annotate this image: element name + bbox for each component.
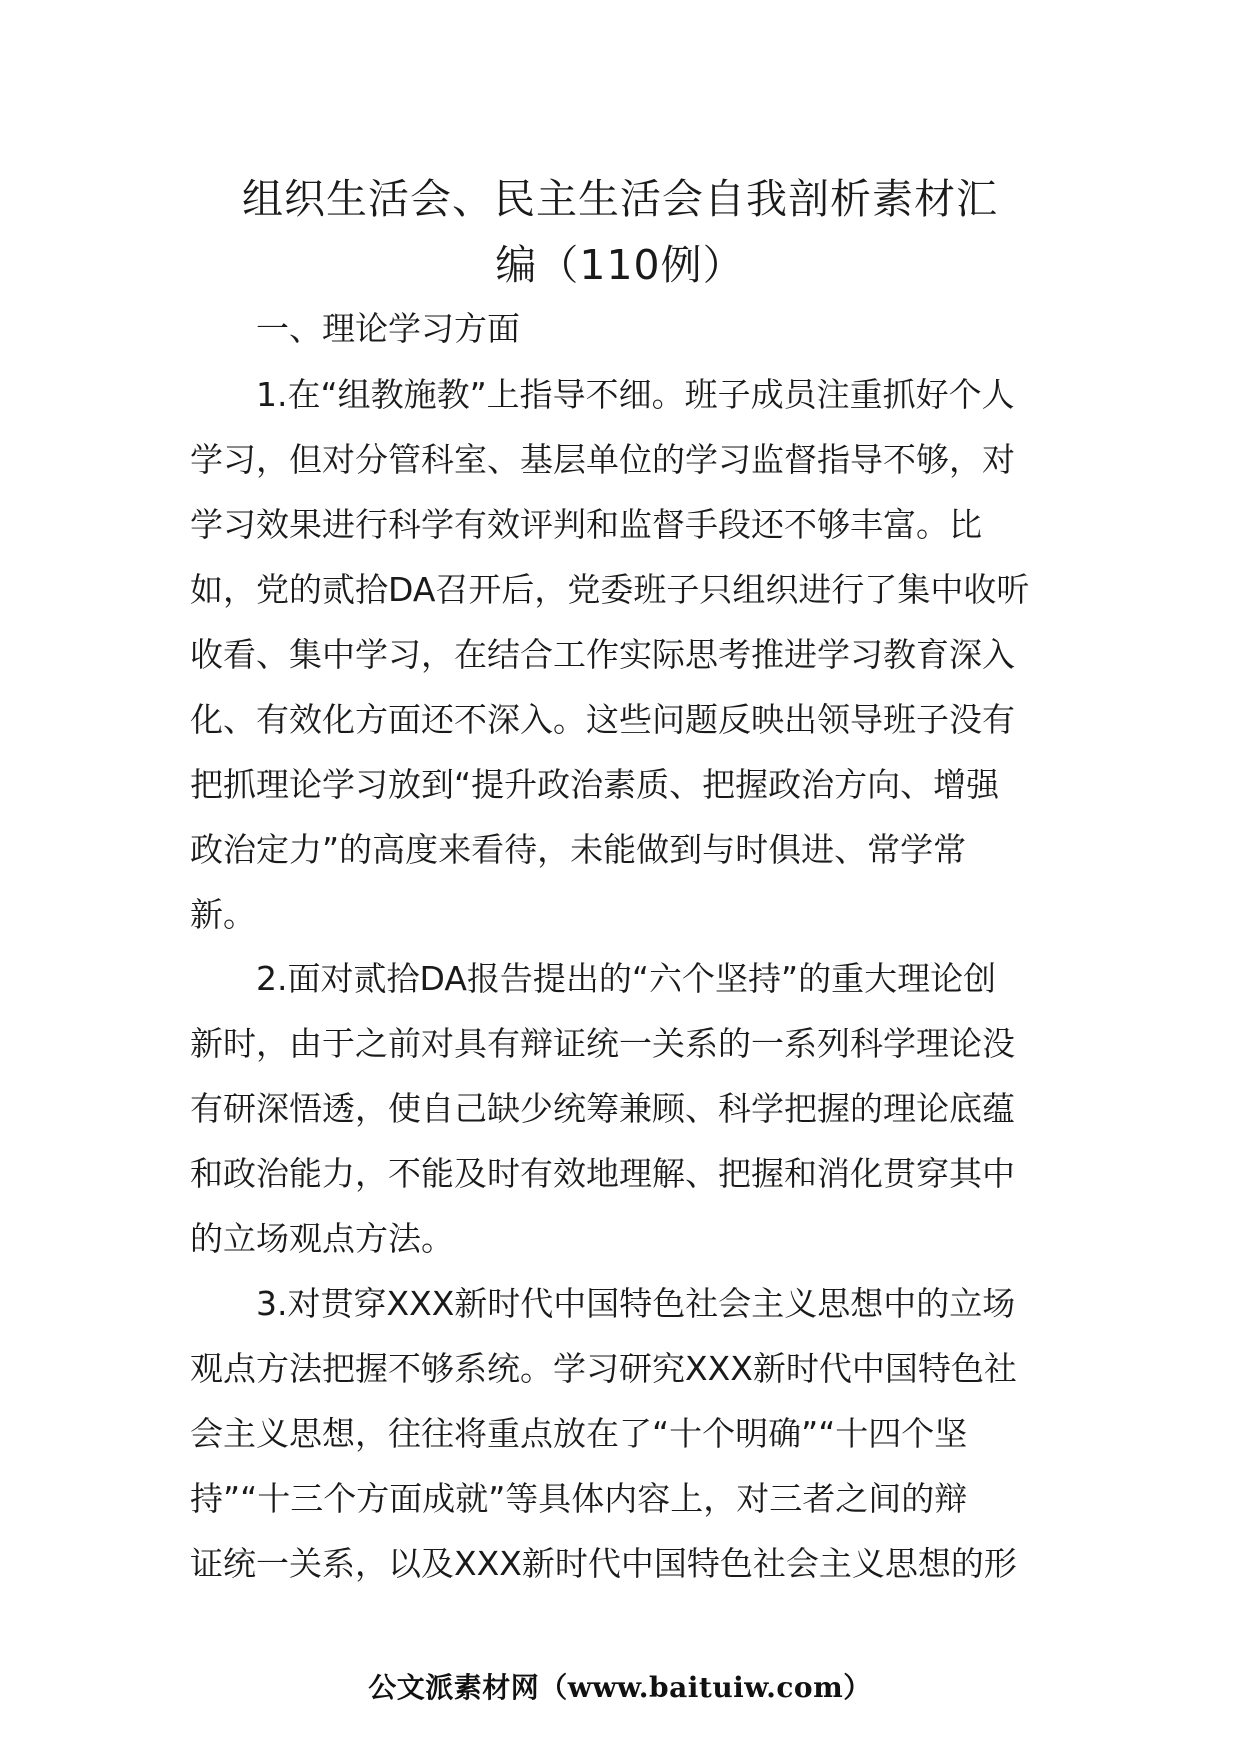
paragraph-line: 会主义思想，往往将重点放在了“十个明确”“十四个坚	[190, 1414, 968, 1453]
paragraph-line: 2.面对贰拾DA报告提出的“六个坚持”的重大理论创	[256, 959, 997, 998]
paragraph-line: 持”“十三个方面成就”等具体内容上，对三者之间的辩	[190, 1479, 968, 1518]
paragraph-line: 和政治能力，不能及时有效地理解、把握和消化贯穿其中	[190, 1154, 1015, 1193]
paragraph-3	[190, 1271, 1060, 1596]
paragraph-1	[190, 362, 1060, 947]
paragraph-line: 证统一关系，以及XXX新时代中国特色社会主义思想的形	[190, 1544, 1017, 1583]
paragraph-line: 政治定力”的高度来看待，未能做到与时俱进、常学常	[190, 830, 967, 869]
paragraph-line: 把抓理论学习放到“提升政治素质、把握政治方向、增强	[190, 765, 1000, 804]
paragraph-line: 学习，但对分管科室、基层单位的学习监督指导不够，对	[190, 440, 1015, 479]
paragraph-line: 有研深悟透，使自己缺少统筹兼顾、科学把握的理论底蕴	[190, 1089, 1015, 1128]
paragraph-line: 1.在“组教施教”上指导不细。班子成员注重抓好个人	[256, 375, 1015, 414]
paragraph-line: 新。	[190, 895, 256, 934]
document-title-line-2: 编（110例）	[495, 241, 745, 289]
section-heading	[190, 296, 1060, 361]
paragraph-line: 新时，由于之前对具有辩证统一关系的一系列科学理论没	[190, 1024, 1015, 1063]
paragraph-line: 3.对贯穿XXX新时代中国特色社会主义思想中的立场	[256, 1284, 1016, 1323]
paragraph-line: 收看、集中学习，在结合工作实际思考推进学习教育深入	[190, 635, 1015, 674]
paragraph-line: 的立场观点方法。	[190, 1219, 454, 1258]
paragraph-line: 如，党的贰拾DA召开后，党委班子只组织进行了集中收听	[190, 570, 1030, 609]
paragraph-line: 学习效果进行科学有效评判和监督手段还不够丰富。比	[190, 505, 982, 544]
paragraph-2	[190, 946, 1060, 1271]
section-heading-text: 一、理论学习方面	[256, 309, 520, 348]
paragraph-line: 化、有效化方面还不深入。这些问题反映出领导班子没有	[190, 700, 1015, 739]
paragraph-line: 观点方法把握不够系统。学习研究XXX新时代中国特色社	[190, 1349, 1017, 1388]
source-footer: 公文派素材网（www.baituiw.com）	[368, 1671, 872, 1704]
document-title-line-1: 组织生活会、民主生活会自我剖析素材汇	[242, 175, 998, 223]
